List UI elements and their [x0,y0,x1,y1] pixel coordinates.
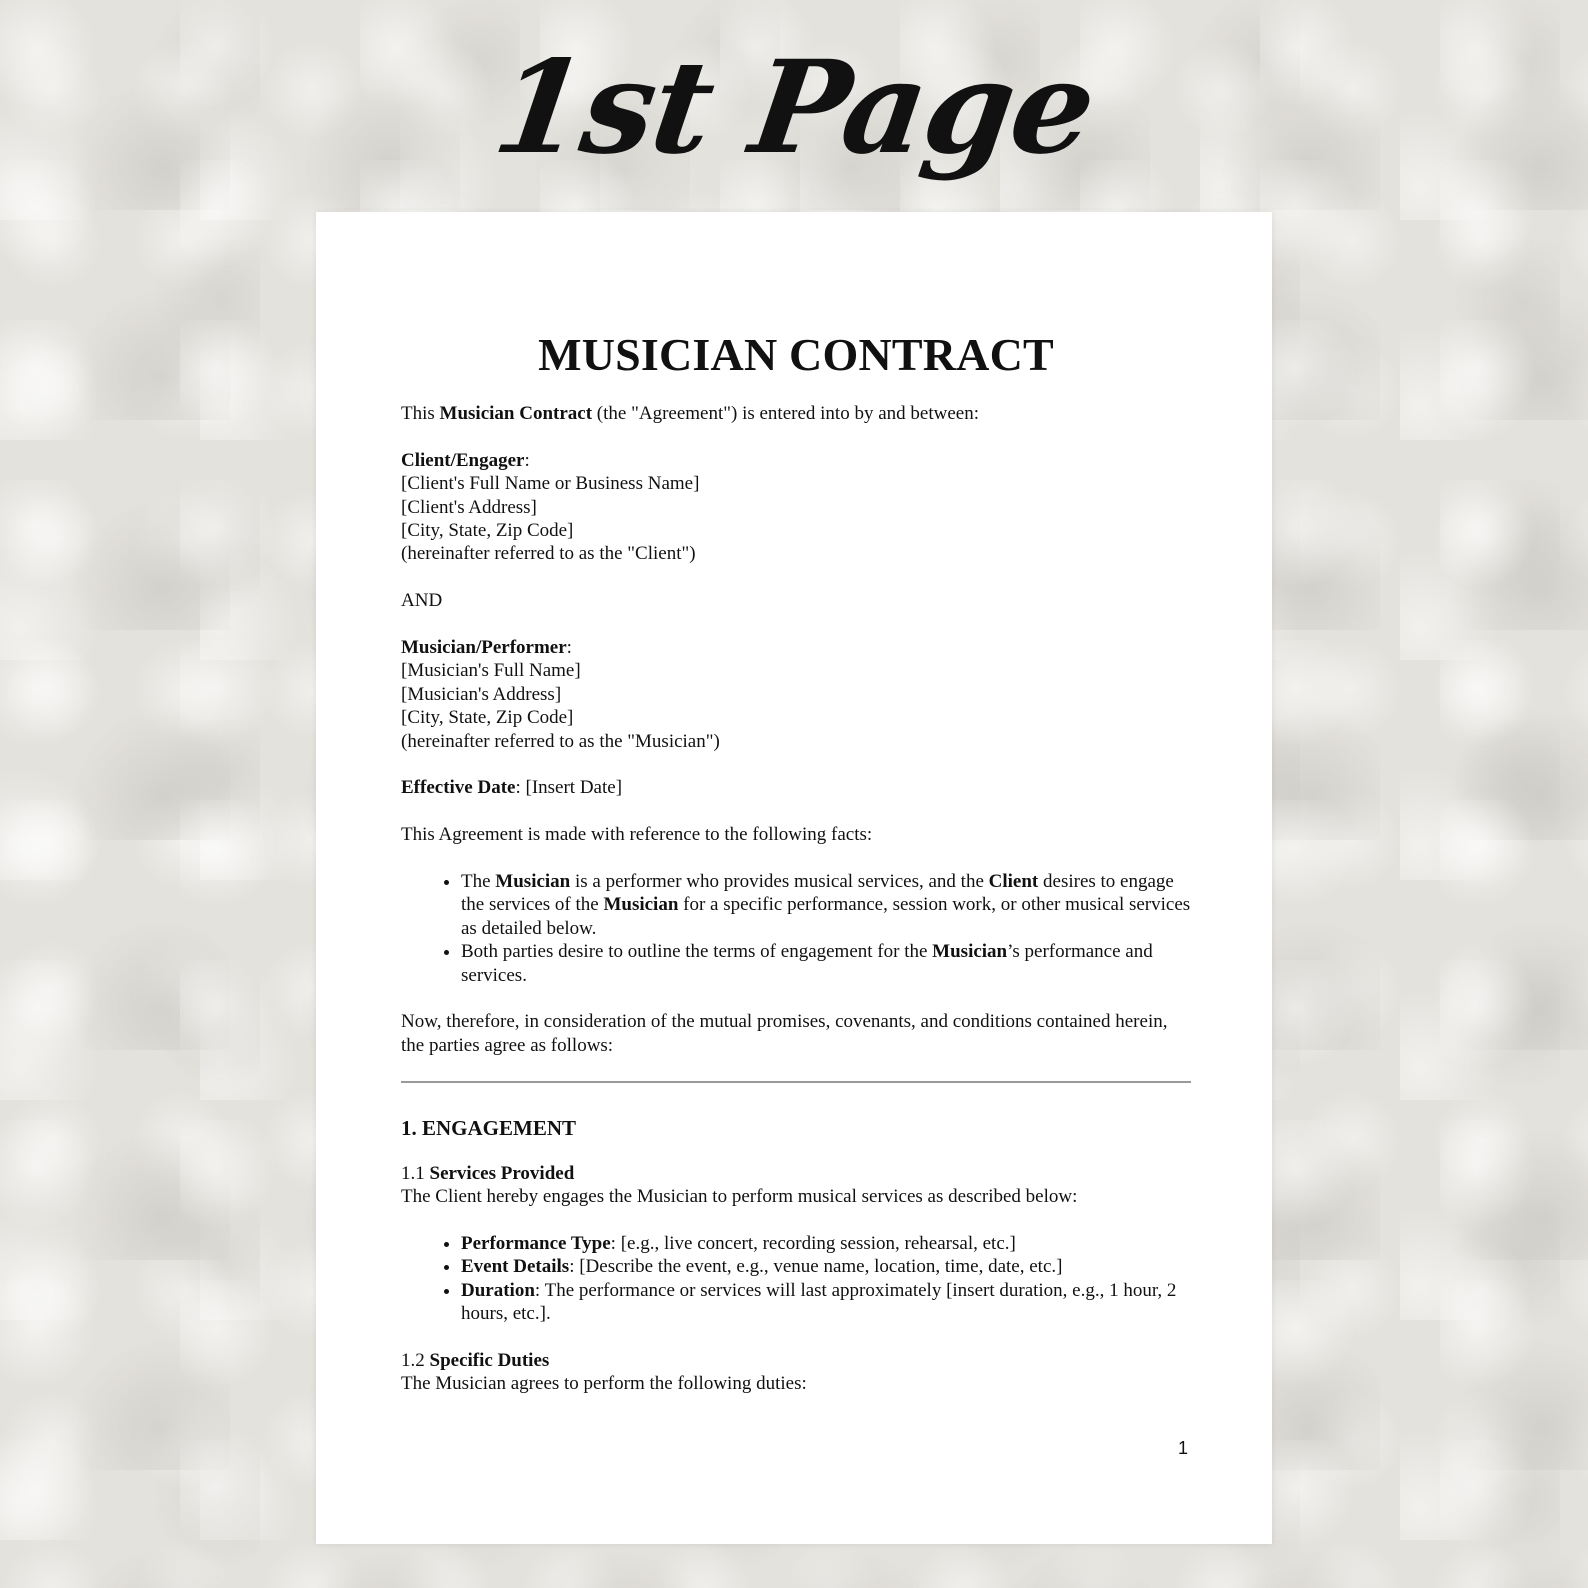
musician-city: [City, State, Zip Code] [401,707,574,729]
section-1-title: 1. ENGAGEMENT [401,1115,577,1140]
subsection-1-2-text: The Musician agrees to perform the following duties: [401,1373,807,1395]
client-block [401,449,1191,566]
effective-date: Effective Date: [Insert Date] [401,777,623,799]
fact-item: • The Musician is a performer who provides musical services, and the Client desires to engage the services of the Musician for a specific performance, session work, or other musical services as detailed below. [461,870,1191,940]
intro-paragraph: This Musician Contract (the "Agreement") is entered into by and between: [401,403,979,424]
service-item-duration: • Duration: The performance or services will last approximately [insert duration, e.g., 1 hour, 2 hours, etc.]. [461,1279,1191,1326]
banner-title: 1st Page [485,33,1103,183]
and-text: AND [401,590,443,612]
subsection-1-2-heading: 1.2 Specific Duties [401,1349,550,1371]
subsection-1-1 [401,1162,1191,1209]
service-item-performance-type: • Performance Type: [e.g., live concert, recording session, rehearsal, etc.] [461,1232,1191,1255]
document-title: MUSICIAN CONTRACT [538,329,1054,380]
subsection-1-1-heading: 1.1 Services Provided [401,1162,575,1184]
consideration-paragraph: Now, therefore, in consideration of the mutual promises, covenants, and conditions contained herein, the parties agree as follows: [401,1011,1168,1056]
document-content [401,322,1191,1419]
client-address: [Client's Address] [401,496,537,518]
client-label: Client/Engager: [401,449,530,471]
facts-intro: This Agreement is made with reference to the following facts: [401,824,873,846]
client-referred: (hereinafter referred to as the "Client") [401,543,696,565]
service-item-event-details: • Event Details: [Describe the event, e.g., venue name, location, time, date, etc.] [461,1255,1191,1278]
musician-address: [Musician's Address] [401,683,562,705]
services-list [401,1232,1191,1326]
fact-item: • Both parties desire to outline the terms of engagement for the Musician’s performance and services. [461,940,1191,987]
document-page [316,212,1272,1544]
client-name: [Client's Full Name or Business Name] [401,473,700,495]
musician-label: Musician/Performer: [401,637,572,659]
page-number: 1 [1177,1438,1188,1458]
musician-name: [Musician's Full Name] [401,660,581,682]
subsection-1-2 [401,1349,1191,1396]
musician-referred: (hereinafter referred to as the "Musician") [401,730,720,752]
facts-list [401,870,1191,987]
horizontal-divider [401,1081,1191,1083]
musician-block [401,636,1191,753]
subsection-1-1-text: The Client hereby engages the Musician to perform musical services as described below: [401,1186,1078,1208]
client-city: [City, State, Zip Code] [401,520,574,542]
